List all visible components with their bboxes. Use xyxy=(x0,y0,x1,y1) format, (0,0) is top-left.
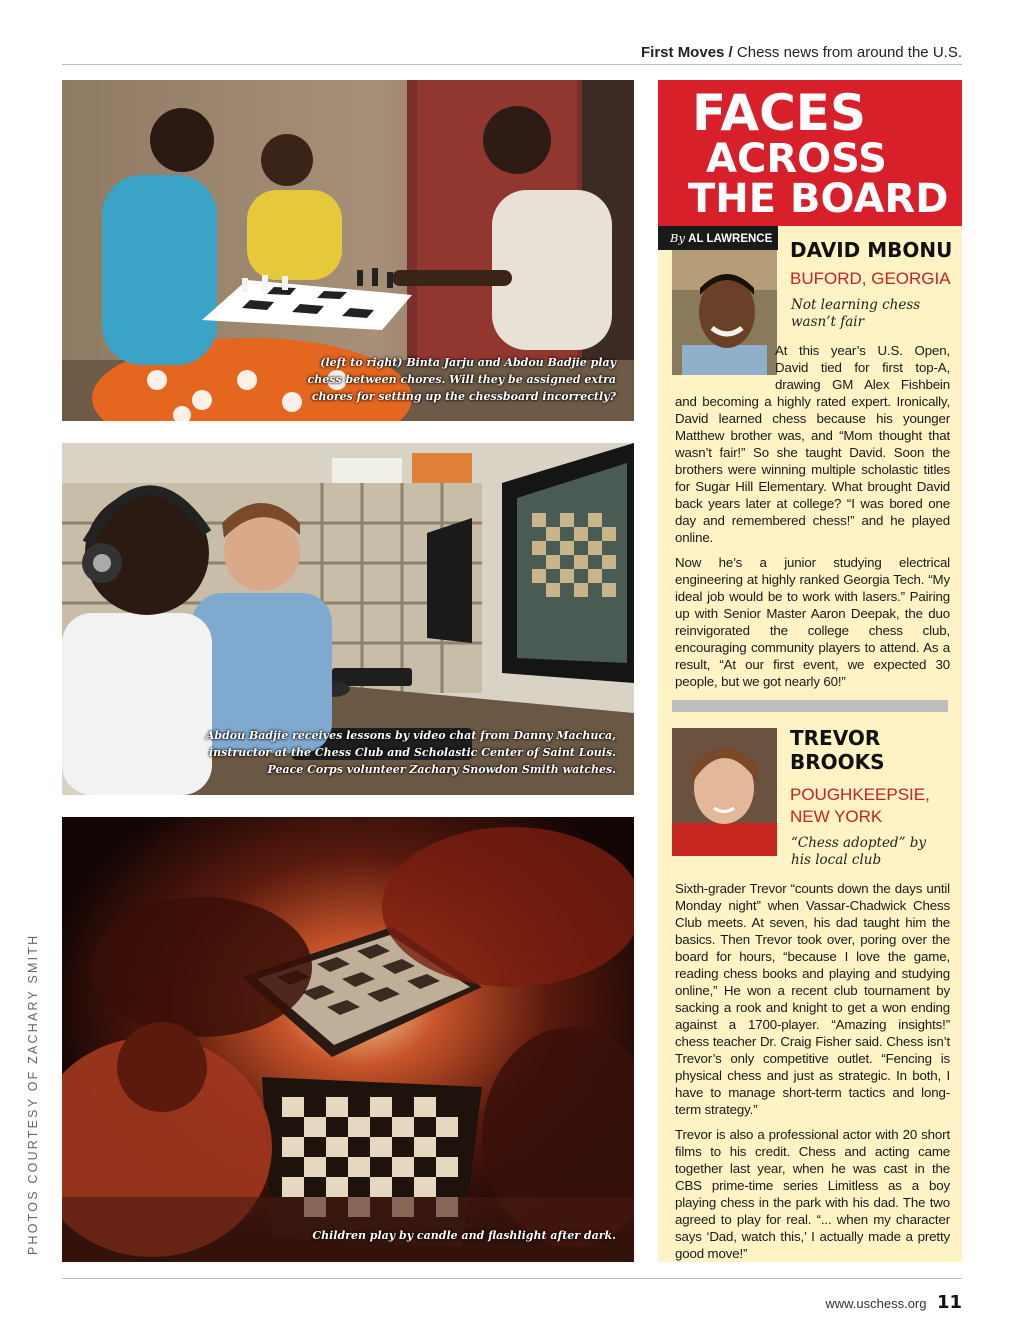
caption-line: Abdou Badjie receives lessons by video chat from Danny Machuca, xyxy=(205,729,616,742)
profile-body xyxy=(675,880,950,1270)
profile-location xyxy=(790,268,951,290)
footer-url: www.uschess.org xyxy=(825,1296,927,1311)
page-number: 11 xyxy=(936,1292,962,1313)
profile-tagline-line: Not learning chess xyxy=(791,297,921,313)
photo-candlelight-chess xyxy=(62,817,634,1262)
photo-caption xyxy=(308,354,616,405)
profile-paragraph: At this year’s U.S. Open, David tied for first top-A, drawing GM Alex Fishbein and becoming a highly rated expert. Ironically, David learned chess because his younger Matthew brother was, and “Mom thought that wasn’t fair!” So she taught David. Soon the brothers were winning multiple scholastic titles for Sugar Hill Elementary. What brought David back years later at college? “I was bored one day and remembered chess!” and he played online. xyxy=(675,343,950,545)
sidebar-title-line: ACROSS xyxy=(706,136,887,182)
byline xyxy=(658,226,778,250)
caption-line: chores for setting up the chessboard incorrectly? xyxy=(311,390,616,403)
section-subtitle: Chess news from around the U.S. xyxy=(736,44,962,61)
profile-name-line: DAVID MBONU xyxy=(790,238,953,262)
profile-body xyxy=(675,342,950,698)
section-name: First Moves / xyxy=(641,44,733,61)
photo-caption xyxy=(312,1227,616,1244)
page-footer xyxy=(825,1292,962,1313)
faces-across-the-board-sidebar xyxy=(658,80,962,1262)
profile-location-line: NEW YORK xyxy=(790,807,883,826)
footer-rule xyxy=(62,1278,962,1279)
photo-caption xyxy=(206,727,616,778)
photo-credit: PHOTOS COURTESY OF ZACHARY SMITH xyxy=(26,933,40,1255)
caption-line: (left to right) Binta Jarju and Abdou Badjie play xyxy=(320,356,616,369)
photo-kids-playing-chess xyxy=(62,80,634,421)
profile-paragraph: Sixth-grader Trevor “counts down the days until Monday night” when Vassar-Chadwick Chess Club meets. At seven, his dad taught him the basics. Then Trevor took over, poring over the board for hours, “because I love the game, reading chess books and playing and studying online,” He won a recent club tournament by sacking a rook and knight to get a won ending against a 1700-player. “Amazing insights!” chess teacher Dr. Craig Fisher said. Chess isn’t Trevor’s only competitive outlet. “Fencing is physical chess and just as strategic. In both, I have to manage short-term tactics and long-term strategy.” xyxy=(675,881,950,1117)
sidebar-title-box xyxy=(658,80,962,226)
caption-line: instructor at the Chess Club and Scholastic Center of Saint Louis. xyxy=(208,746,616,759)
profile-divider xyxy=(672,700,948,712)
caption-line: chess between chores. Will they be assigned extra xyxy=(307,373,616,386)
profile-name xyxy=(790,726,885,774)
caption-line: Children play by candle and flashlight after dark. xyxy=(312,1229,616,1242)
profile-location xyxy=(790,784,930,828)
profile-name-line: TREVOR xyxy=(790,726,881,750)
byline-author: AL LAWRENCE xyxy=(688,233,773,245)
profile-paragraph: Now he’s a junior studying electrical engineering at highly ranked Georgia Tech. “My ideal job would be to work with lasers.” Pairing up with Senior Master Aaron Deepak, the duo reinvigorated the college chess club, encouraging community players to attend. As a result, “At our first event, we expected 30 people, but we got nearly 60!” xyxy=(675,555,950,689)
profile-location-line: POUGHKEEPSIE, xyxy=(790,785,930,804)
profile-tagline-line: wasn’t fair xyxy=(791,314,865,330)
profile-tagline xyxy=(791,835,926,869)
profile-tagline-line: his local club xyxy=(791,852,882,868)
profile-name xyxy=(790,238,952,262)
byline-by: By xyxy=(670,231,685,245)
running-head xyxy=(641,44,962,61)
sidebar-title-line: THE BOARD xyxy=(688,176,949,222)
profile-paragraph: Trevor is also a professional actor with 20 short films to his credit. Chess and acting came together last year, when he was cast in the CBS prime-time series Limitless as a boy playing chess in the park with his dad. The two agreed to play for real. “... when my character says ‘Dad, watch this,’ I actually made a pretty good move!” xyxy=(675,1127,950,1261)
header-rule xyxy=(62,64,962,65)
photo-video-chat-lesson xyxy=(62,443,634,795)
profile-name-line: BROOKS xyxy=(790,750,885,774)
profile-location-line: BUFORD, GEORGIA xyxy=(790,269,951,288)
caption-line: Peace Corps volunteer Zachary Snowdon Smith watches. xyxy=(267,763,616,776)
profile-tagline xyxy=(791,297,920,331)
sidebar-title-line: FACES xyxy=(692,84,866,142)
profile-tagline-line: “Chess adopted” by xyxy=(791,835,927,851)
trevor-brooks-portrait xyxy=(672,728,777,856)
